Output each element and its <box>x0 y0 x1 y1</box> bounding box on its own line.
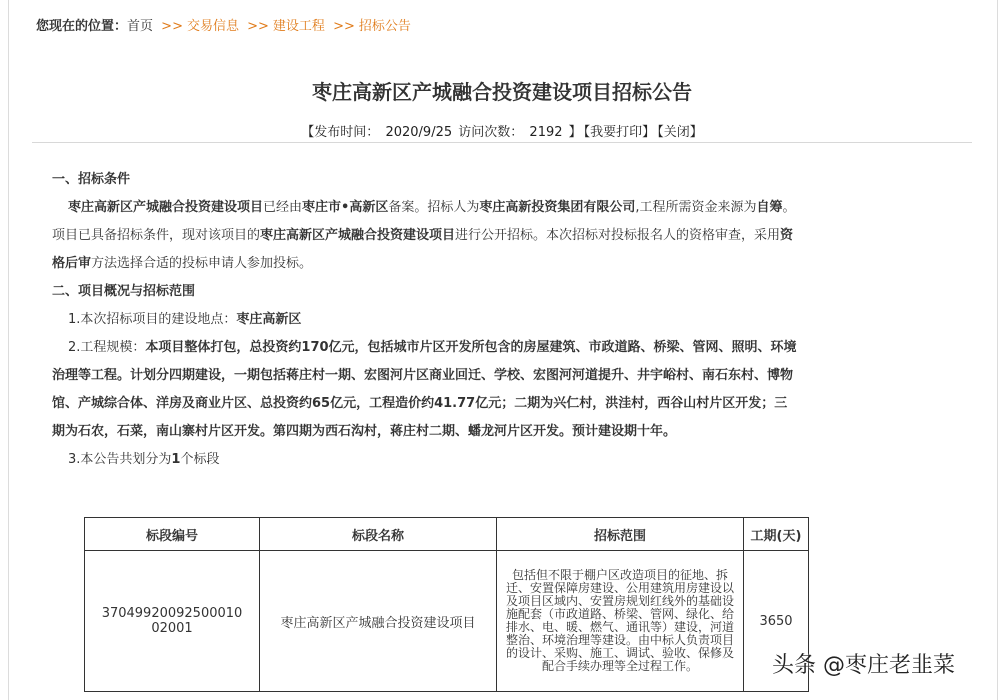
item-value: 本项目整体打包，总投资约170亿元，包括城市片区开发所包含的房屋建筑、市政道路、桥梁、管网、照明、环境治理等工程。计划分四期建设，一期包括蒋庄村一期、宏图河片区商业回迁、学校、宏图河河道提升、井宇峪村、南石东村、博物馆、产城综合体、洋房及商业片区、总投资约65亿元，工程造价约41.77亿元；二期为兴仁村，洪洼村，西谷山村片区开发；三期为石农，石菜，南山寨村片区开发。第四期为西石沟村，蒋庄村二期、蟠龙河片区开发。预计建设期十年。 <box>52 340 797 439</box>
table-header-row <box>85 518 809 551</box>
breadcrumb-bid-notice[interactable]: 招标公告 <box>358 19 411 34</box>
breadcrumb-home[interactable]: 首页 <box>127 19 154 34</box>
col-header-duration: 工期(天) <box>744 518 809 551</box>
item-label: 1.本次招标项目的建设地点： <box>68 312 237 327</box>
article-body <box>52 166 800 474</box>
item-label: 2.工程规模： <box>68 340 146 355</box>
table-row <box>85 551 809 692</box>
close-link[interactable]: 【关闭】 <box>657 125 703 140</box>
item-sections <box>52 446 800 474</box>
sections-table <box>84 517 809 692</box>
col-header-name: 标段名称 <box>260 518 497 551</box>
publish-label: 【发布时间： <box>301 125 380 140</box>
cell-scope: 包括但不限于棚户区改造项目的征地、拆迁、安置保障房建设、公用建筑用房建设以及项目区域内、安置房规划红线外的基础设施配套（市政道路、桥梁、管网、绿化、给排水、电、暖、燃气、通讯等）建设，河道整治、环境治理等建设。由中标人负责项目的设计、采购、施工、调试、验收、保修及配合手续办理等全过程工作。 <box>497 551 744 692</box>
watermark: 头条 @枣庄老韭菜 <box>772 653 955 678</box>
text: ,工程所需资金来源为 <box>635 200 757 215</box>
breadcrumb <box>36 15 411 34</box>
print-link[interactable]: 【我要打印】 <box>583 125 656 140</box>
page-title: 枣庄高新区产城融合投资建设项目招标公告 <box>312 80 692 104</box>
section-heading-2: 二、项目概况与招标范围 <box>52 284 196 299</box>
breadcrumb-separator: >> <box>247 19 269 34</box>
title-divider <box>32 142 972 143</box>
project-name-2: 枣庄高新区产城融合投资建设项目 <box>260 228 456 243</box>
article-meta <box>0 121 1004 140</box>
section-heading-1: 一、招标条件 <box>52 172 131 187</box>
breadcrumb-trade-info[interactable]: 交易信息 <box>186 19 239 34</box>
item-scale <box>52 334 800 446</box>
text: 进行公开招标。本次招标对投标报名人的资格审查，采用 <box>455 228 781 243</box>
text: 方法选择合适的投标申请人参加投标。 <box>91 256 313 271</box>
text: 3.本公告共划分为 <box>68 452 172 467</box>
views-label: 访问次数： <box>458 125 524 140</box>
cell-name: 枣庄高新区产城融合投资建设项目 <box>260 551 497 692</box>
project-name: 枣庄高新区产城融合投资建设项目 <box>68 200 264 215</box>
fund-source: 自筹 <box>756 200 783 215</box>
cell-code: 37049920092500010 02001 <box>85 551 260 692</box>
breadcrumb-separator: >> <box>333 19 355 34</box>
paragraph-bid-conditions <box>52 194 800 278</box>
publish-date: 2020/9/25 <box>385 125 453 140</box>
item-value: 枣庄高新区 <box>236 312 302 327</box>
col-header-scope: 招标范围 <box>497 518 744 551</box>
text: 已经由 <box>263 200 303 215</box>
breadcrumb-lead: 您现在的位置： <box>36 19 128 34</box>
section-count: 1 <box>171 452 181 467</box>
cell-duration: 3650 <box>744 551 809 692</box>
breadcrumb-separator: >> <box>161 19 183 34</box>
tenderer-name: 枣庄高新投资集团有限公司 <box>479 200 636 215</box>
text: 个标段 <box>180 452 220 467</box>
views-count: 2192 <box>529 125 563 140</box>
filing-authority: 枣庄市•高新区 <box>302 200 389 215</box>
breadcrumb-construction[interactable]: 建设工程 <box>272 19 325 34</box>
item-location <box>52 306 800 334</box>
text: 备案。招标人为 <box>388 200 480 215</box>
review-method: 资格后审 <box>52 228 794 271</box>
col-header-code: 标段编号 <box>85 518 260 551</box>
meta-close-bracket: 】 <box>568 125 582 140</box>
text: 。项目已具备招标条件，现对该项目的 <box>52 200 796 243</box>
